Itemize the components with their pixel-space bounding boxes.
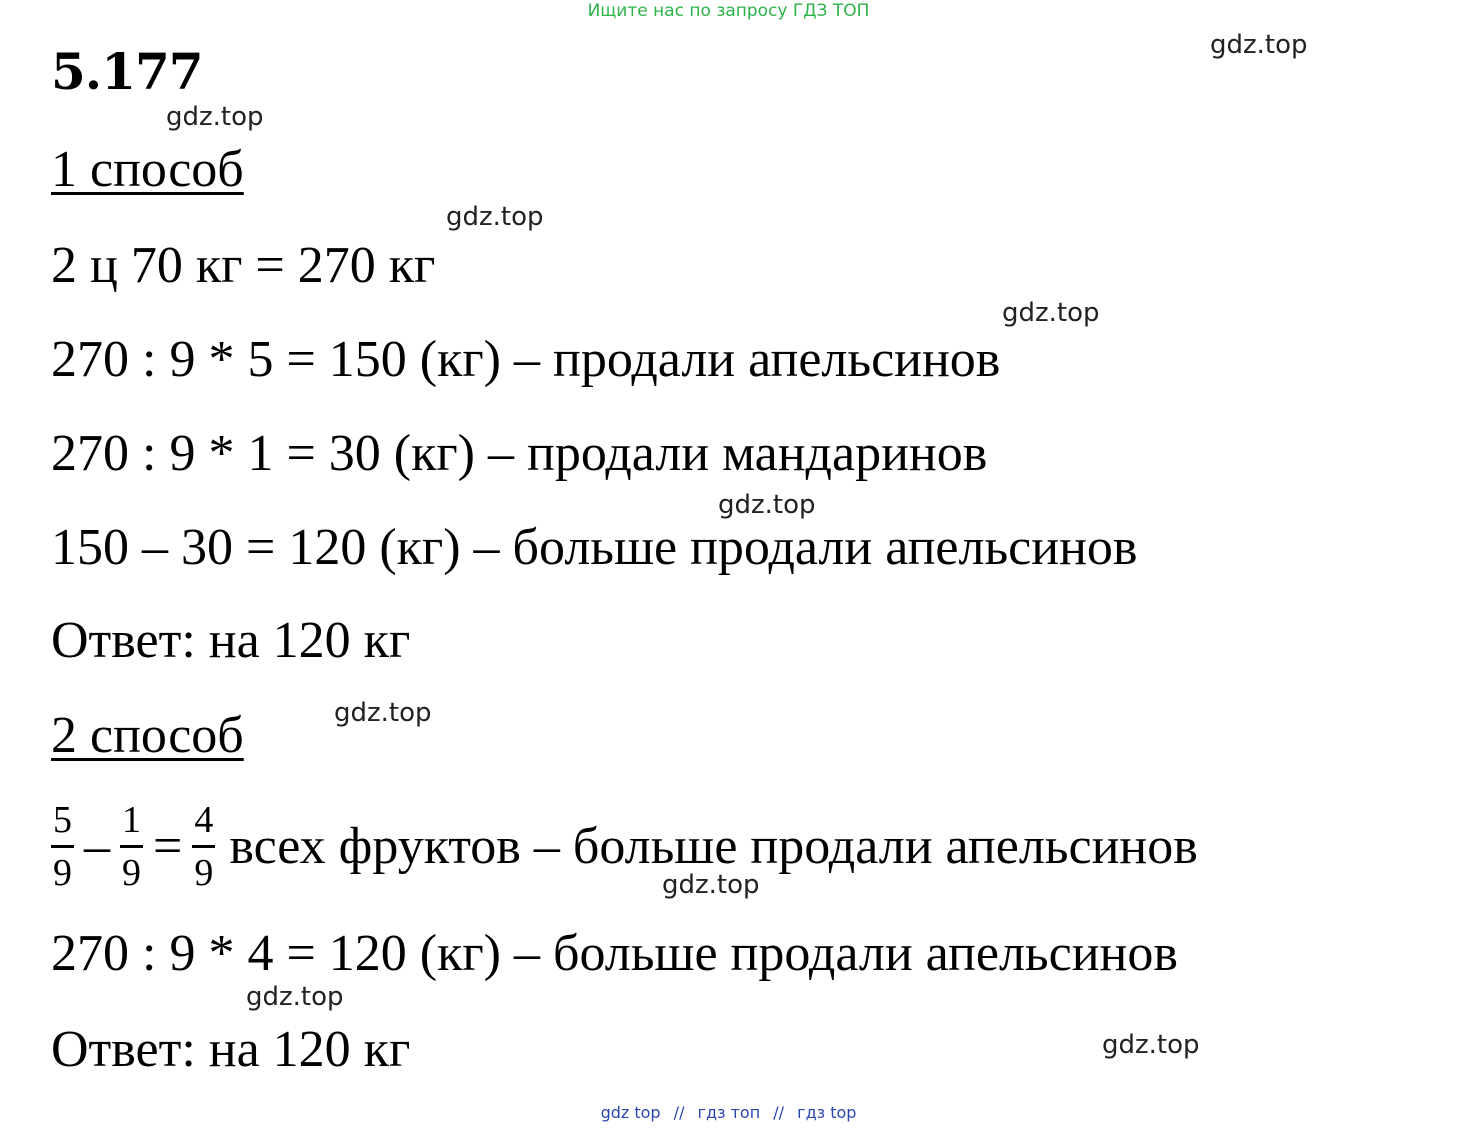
fraction-numerator: 1 xyxy=(120,801,143,848)
fraction-denominator: 9 xyxy=(53,851,72,894)
fraction-five-ninths xyxy=(51,798,74,894)
top-banner: Ищите нас по запросу ГДЗ ТОП xyxy=(587,1,870,21)
fraction-description: всех фруктов – больше продали апельсинов xyxy=(229,817,1198,875)
watermark: gdz.top xyxy=(166,102,264,132)
watermark: gdz.top xyxy=(718,490,816,520)
method1-answer: Ответ: на 120 кг xyxy=(51,612,411,669)
fraction-numerator: 5 xyxy=(51,801,74,848)
footer-link-2[interactable]: гдз топ xyxy=(697,1103,761,1122)
method1-line-2: 270 : 9 * 5 = 150 (кг) – продали апельсинов xyxy=(51,331,1001,388)
fraction-denominator: 9 xyxy=(122,851,141,894)
footer-separator: // xyxy=(773,1103,785,1122)
footer-separator: // xyxy=(673,1103,685,1122)
method2-heading: 2 способ xyxy=(51,707,244,764)
method2-line: 270 : 9 * 4 = 120 (кг) – больше продали апельсинов xyxy=(51,925,1178,982)
fraction-numerator: 4 xyxy=(192,801,215,848)
watermark: gdz.top xyxy=(662,870,760,900)
method1-heading: 1 способ xyxy=(51,141,244,198)
footer xyxy=(0,1103,1457,1122)
method1-line-3: 270 : 9 * 1 = 30 (кг) – продали мандаринов xyxy=(51,425,988,482)
method2-answer: Ответ: на 120 кг xyxy=(51,1021,411,1078)
watermark: gdz.top xyxy=(1002,298,1100,328)
method1-line-4: 150 – 30 = 120 (кг) – больше продали апельсинов xyxy=(51,519,1138,576)
watermark: gdz.top xyxy=(446,202,544,232)
equals-operator: = xyxy=(153,817,183,875)
fraction-denominator: 9 xyxy=(194,851,214,894)
method2-fraction-expression xyxy=(51,796,1198,896)
problem-number: 5.177 xyxy=(51,42,203,101)
watermark: gdz.top xyxy=(1102,1030,1200,1060)
footer-link-3[interactable]: гдз top xyxy=(797,1103,857,1122)
watermark: gdz.top xyxy=(246,982,344,1012)
watermark: gdz.top xyxy=(334,698,432,728)
footer-link-1[interactable]: gdz top xyxy=(600,1103,661,1122)
fraction-one-ninth xyxy=(120,798,143,894)
fraction-four-ninths xyxy=(192,798,215,894)
minus-operator: – xyxy=(84,817,110,875)
watermark: gdz.top xyxy=(1210,30,1308,60)
method1-line-1: 2 ц 70 кг = 270 кг xyxy=(51,237,436,294)
